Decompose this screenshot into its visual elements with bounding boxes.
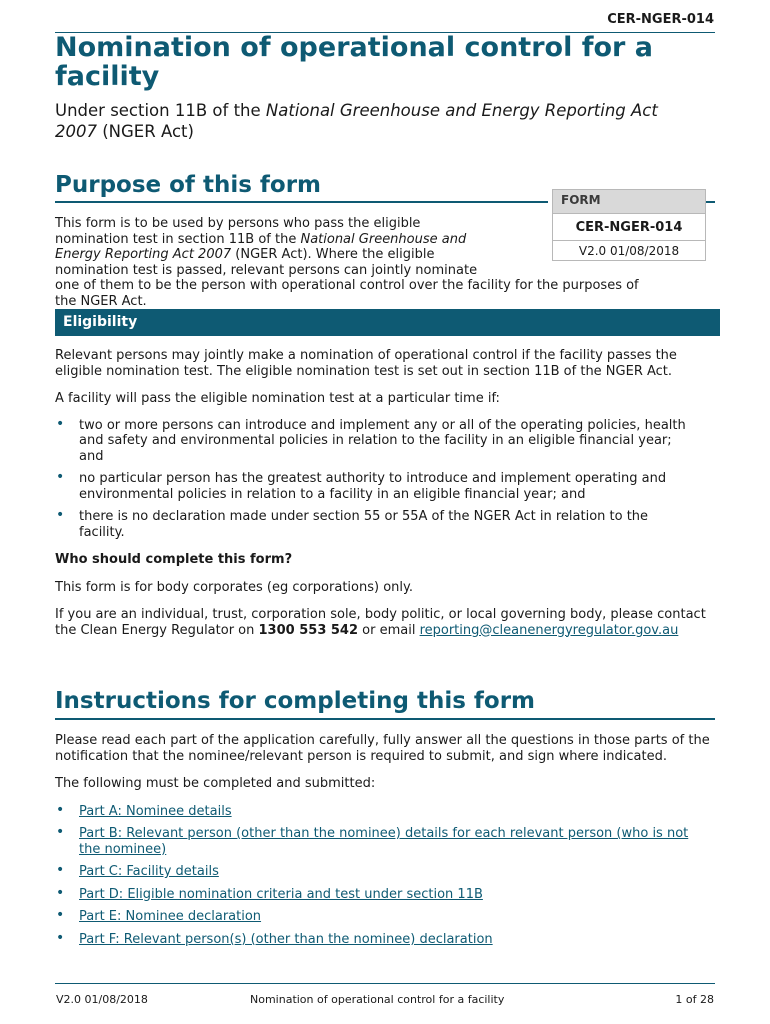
document-id: CER-NGER-014 xyxy=(607,12,714,27)
purpose-act-name: National Greenhouse and Energy Reporting Act 2007 xyxy=(55,231,467,262)
footer-title: Nomination of operational control for a facility xyxy=(250,993,505,1006)
form-code: CER-NGER-014 xyxy=(553,214,705,241)
form-box-spacer xyxy=(503,216,655,264)
purpose-text xyxy=(55,216,655,309)
list-item xyxy=(55,909,695,925)
instructions-heading: Instructions for completing this form xyxy=(55,688,536,714)
subtitle-act-name: National Greenhouse and Energy Reporting Act 2007 xyxy=(55,101,658,141)
part-e-link[interactable]: Part E: Nominee declaration xyxy=(79,909,262,924)
part-a-link[interactable]: Part A: Nominee details xyxy=(79,803,232,819)
subtitle-suffix: (NGER Act) xyxy=(97,122,194,141)
footer-rule xyxy=(55,983,715,984)
page-number: 1 of 28 xyxy=(675,993,714,1006)
parts-list xyxy=(55,804,695,948)
footer-version: V2.0 01/08/2018 xyxy=(56,993,148,1006)
eligibility-bar: Eligibility xyxy=(55,309,720,336)
eligibility-content xyxy=(55,348,715,638)
purpose-heading-rule xyxy=(55,201,548,203)
part-c-link[interactable]: Part C: Facility details xyxy=(79,864,219,879)
email-link[interactable]: reporting@cleanenergyregulator.gov.au xyxy=(419,622,679,638)
instructions-para-2: The following must be completed and submitted: xyxy=(55,776,376,791)
contact-text-1: If you are an individual, trust, corporation sole, body politic, or local governing body, please contact the Clean Energy Regulator on xyxy=(55,607,706,638)
eligibility-criteria-list xyxy=(55,418,695,541)
who-text: This form is for body corporates (eg corporations) only. xyxy=(55,579,413,595)
part-f-link[interactable]: Part F: Relevant person(s) (other than the nominee) declaration xyxy=(79,931,493,947)
purpose-text-1: This form is to be used by persons who pass the eligible nomination test in section 11B of the xyxy=(55,216,421,247)
part-b-link[interactable]: Part B: Relevant person (other than the nominee) details for each relevant person (who is not the nominee) xyxy=(79,826,689,857)
list-item: • two or more persons can introduce and implement any or all of the operating policies, health and safety and environmental policies in relation to the facility in an eligible financial year; and xyxy=(55,418,695,465)
list-item xyxy=(55,804,695,820)
subtitle-prefix: Under section 11B of the xyxy=(55,101,266,120)
who-heading: Who should complete this form? xyxy=(55,552,293,567)
eligibility-para-2: A facility will pass the eligible nomination test at a particular time if: xyxy=(55,391,500,406)
list-item xyxy=(55,887,695,903)
contact-text xyxy=(55,607,715,638)
page-subtitle xyxy=(55,100,675,142)
instructions-content xyxy=(55,733,710,954)
list-item xyxy=(55,864,695,880)
page-title: Nomination of operational control for a facility xyxy=(55,32,653,92)
instructions-heading-rule xyxy=(55,718,715,720)
list-item xyxy=(55,932,695,948)
part-d-link[interactable]: Part D: Eligible nomination criteria and test under section 11B xyxy=(79,886,483,902)
instructions-para-1: Please read each part of the application carefully, fully answer all the questions in those parts of the notification that the nominee/relevant person is required to submit, and sign where indicated. xyxy=(55,733,710,764)
contact-text-2: or email xyxy=(358,622,420,638)
eligibility-para-1: Relevant persons may jointly make a nomination of operational control if the facility passes the eligible nomination test. The eligible nomination test is set out in section 11B of the NGER Act. xyxy=(55,348,677,379)
form-label: FORM xyxy=(553,190,705,214)
list-item xyxy=(55,826,695,857)
purpose-heading: Purpose of this form xyxy=(55,172,322,198)
phone-number: 1300 553 542 xyxy=(258,622,359,638)
purpose-text-2: (NGER Act). Where the eligible nomination test is passed, relevant persons can jointly nominate one of them to be the person with operational control over the facility for the purposes of the NGER Act. xyxy=(55,247,639,309)
list-item: • there is no declaration made under section 55 or 55A of the NGER Act in relation to the facility. xyxy=(55,509,695,540)
form-version: V2.0 01/08/2018 xyxy=(578,244,680,258)
list-item: • no particular person has the greatest authority to introduce and implement operating and environmental policies in relation to a facility in an eligible financial year; and xyxy=(55,471,695,502)
